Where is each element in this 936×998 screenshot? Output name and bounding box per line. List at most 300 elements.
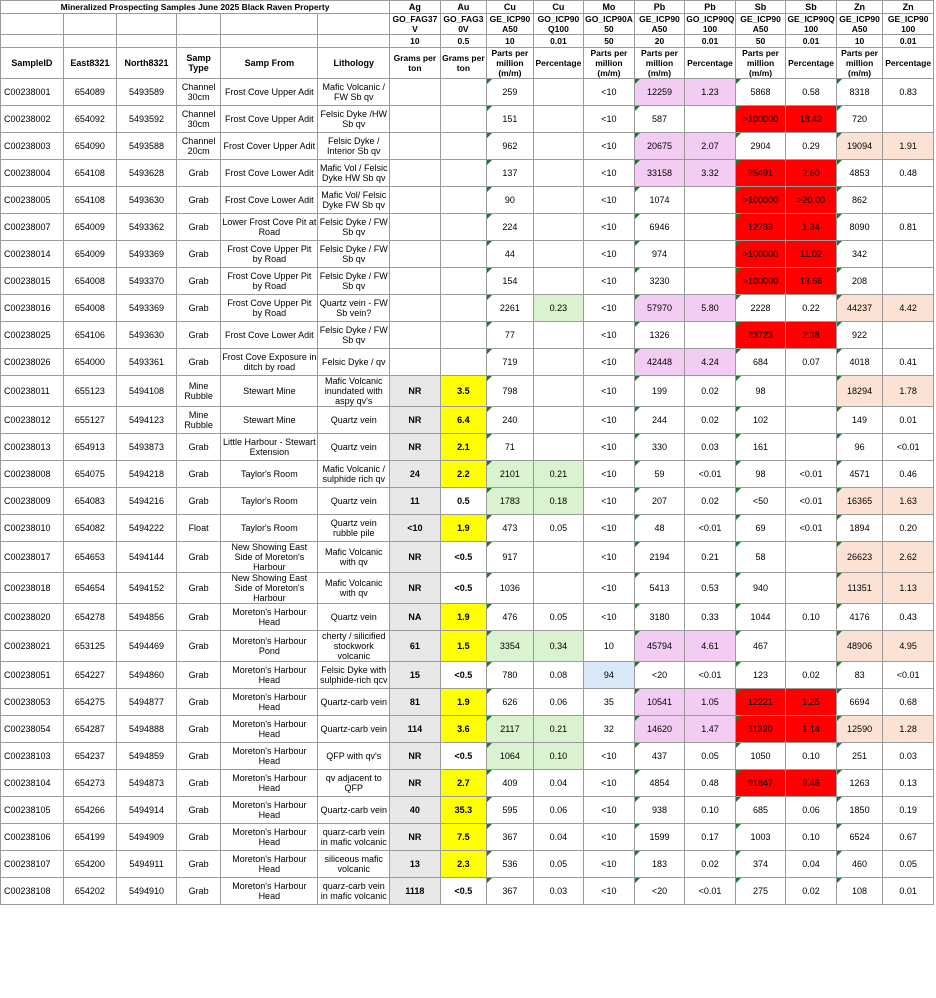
table-row bbox=[1, 241, 934, 268]
sample-id: C00238020 bbox=[1, 604, 64, 631]
assay-znp: 1.13 bbox=[883, 573, 934, 604]
assay-ag: 11 bbox=[390, 488, 441, 515]
assay-cup: 0.23 bbox=[533, 295, 584, 322]
assay-zn: 342 bbox=[836, 241, 882, 268]
easting: 654199 bbox=[63, 824, 117, 851]
assay-sb: 2228 bbox=[735, 295, 786, 322]
assay-mo: <10 bbox=[584, 542, 635, 573]
element-header: Sb bbox=[786, 1, 837, 14]
detection-limit: 10 bbox=[836, 35, 882, 48]
column-header: North8321 bbox=[117, 48, 177, 79]
assay-cu: 595 bbox=[487, 797, 533, 824]
sample-from: Stewart Mine bbox=[221, 407, 318, 434]
sample-id: C00238053 bbox=[1, 689, 64, 716]
table-row bbox=[1, 743, 934, 770]
table-row bbox=[1, 851, 934, 878]
assay-pbp: <0.01 bbox=[685, 515, 736, 542]
northing: 5493361 bbox=[117, 349, 177, 376]
assay-pb: 4854 bbox=[634, 770, 685, 797]
assay-pb: 587 bbox=[634, 106, 685, 133]
table-row bbox=[1, 268, 934, 295]
sample-id: C00238013 bbox=[1, 434, 64, 461]
assay-cup bbox=[533, 407, 584, 434]
assay-pb: 938 bbox=[634, 797, 685, 824]
lithology: Felsic Dyke / qv bbox=[318, 349, 390, 376]
sample-type: Grab bbox=[176, 214, 220, 241]
assay-pb: 437 bbox=[634, 743, 685, 770]
method-code bbox=[836, 14, 882, 35]
lithology: Quartz vein bbox=[318, 488, 390, 515]
table-row bbox=[1, 797, 934, 824]
assay-znp: 2.62 bbox=[883, 542, 934, 573]
assay-sbp: 0.07 bbox=[786, 349, 837, 376]
assay-znp: 0.68 bbox=[883, 689, 934, 716]
assay-zn: 19094 bbox=[836, 133, 882, 160]
table-row bbox=[1, 214, 934, 241]
assay-sb: >100000 bbox=[735, 268, 786, 295]
assay-cu: 71 bbox=[487, 434, 533, 461]
lithology: Felsic Dyke with sulphide-rich qcv bbox=[318, 662, 390, 689]
assay-pbp: 1.23 bbox=[685, 79, 736, 106]
assay-pbp: 0.02 bbox=[685, 851, 736, 878]
easting: 654273 bbox=[63, 770, 117, 797]
assay-znp: 0.19 bbox=[883, 797, 934, 824]
assay-sb: 98 bbox=[735, 461, 786, 488]
method-code-line1: GE_ICP90 bbox=[489, 14, 531, 24]
assay-cup bbox=[533, 106, 584, 133]
lithology: Mafic Volcanic / sulphide rich qv bbox=[318, 461, 390, 488]
northing: 5494910 bbox=[117, 878, 177, 905]
easting: 654108 bbox=[63, 160, 117, 187]
assay-sb: 102 bbox=[735, 407, 786, 434]
sample-type: Channel 30cm bbox=[176, 106, 220, 133]
assay-sb: >100000 bbox=[735, 187, 786, 214]
assay-sbp bbox=[786, 434, 837, 461]
assay-sb: >100000 bbox=[735, 241, 786, 268]
assay-mo: <10 bbox=[584, 770, 635, 797]
element-header: Pb bbox=[685, 1, 736, 14]
assay-mo: <10 bbox=[584, 322, 635, 349]
assay-sbp: 1.34 bbox=[786, 214, 837, 241]
assay-mo: <10 bbox=[584, 160, 635, 187]
sample-from: Moreton's Harbour Head bbox=[221, 878, 318, 905]
assay-znp: 4.95 bbox=[883, 631, 934, 662]
assay-pbp bbox=[685, 322, 736, 349]
lithology: Quartz-carb vein bbox=[318, 797, 390, 824]
unit-header: Parts per million (m/m) bbox=[487, 48, 533, 79]
assay-cu: 962 bbox=[487, 133, 533, 160]
assay-znp: 0.41 bbox=[883, 349, 934, 376]
table-row bbox=[1, 461, 934, 488]
assay-sbp: 13.66 bbox=[786, 268, 837, 295]
assay-sb: 91847 bbox=[735, 770, 786, 797]
sample-type: Grab bbox=[176, 824, 220, 851]
assay-zn: 83 bbox=[836, 662, 882, 689]
assay-znp: 0.81 bbox=[883, 214, 934, 241]
assay-znp bbox=[883, 322, 934, 349]
assay-sb: 467 bbox=[735, 631, 786, 662]
lithology: Mafic Volcanic / FW Sb qv bbox=[318, 79, 390, 106]
method-code-line1: GE_ICP90 bbox=[839, 14, 880, 24]
assay-sbp bbox=[786, 573, 837, 604]
easting: 654275 bbox=[63, 689, 117, 716]
easting: 654200 bbox=[63, 851, 117, 878]
assay-pb: 5413 bbox=[634, 573, 685, 604]
assay-pb: 2194 bbox=[634, 542, 685, 573]
assay-cup: 0.05 bbox=[533, 851, 584, 878]
assay-au: 2.3 bbox=[440, 851, 486, 878]
assay-ag: 13 bbox=[390, 851, 441, 878]
table-row bbox=[1, 770, 934, 797]
table-row bbox=[1, 716, 934, 743]
assay-mo: <10 bbox=[584, 268, 635, 295]
lithology: Quartz vein - FW Sb vein? bbox=[318, 295, 390, 322]
assay-cu: 3354 bbox=[487, 631, 533, 662]
sample-from: Frost Cove Upper Pit by Road bbox=[221, 295, 318, 322]
assay-mo: 94 bbox=[584, 662, 635, 689]
column-header: Samp From bbox=[221, 48, 318, 79]
assay-sb: 25491 bbox=[735, 160, 786, 187]
assay-ag bbox=[390, 106, 441, 133]
assay-zn: 4176 bbox=[836, 604, 882, 631]
easting: 654000 bbox=[63, 349, 117, 376]
northing: 5493630 bbox=[117, 187, 177, 214]
unit-header: Parts per million (m/m) bbox=[634, 48, 685, 79]
assay-sb: >100000 bbox=[735, 106, 786, 133]
assay-ag bbox=[390, 133, 441, 160]
northing: 5493369 bbox=[117, 295, 177, 322]
northing: 5493362 bbox=[117, 214, 177, 241]
table-row bbox=[1, 407, 934, 434]
blank-cell bbox=[117, 14, 177, 35]
assay-zn: 1850 bbox=[836, 797, 882, 824]
assay-zn: 4853 bbox=[836, 160, 882, 187]
assay-pb: 10541 bbox=[634, 689, 685, 716]
assay-pb: 20675 bbox=[634, 133, 685, 160]
assay-cup: 0.21 bbox=[533, 716, 584, 743]
table-row bbox=[1, 488, 934, 515]
assay-cup bbox=[533, 187, 584, 214]
blank-cell bbox=[176, 14, 220, 35]
sample-id: C00238018 bbox=[1, 573, 64, 604]
assay-znp: 1.63 bbox=[883, 488, 934, 515]
assay-sb: 940 bbox=[735, 573, 786, 604]
assay-cup bbox=[533, 133, 584, 160]
assay-cup: 0.06 bbox=[533, 797, 584, 824]
sample-type: Grab bbox=[176, 631, 220, 662]
assay-ag bbox=[390, 214, 441, 241]
assay-pb: 3230 bbox=[634, 268, 685, 295]
assay-sb: 69 bbox=[735, 515, 786, 542]
sample-from: Little Harbour - Stewart Extension bbox=[221, 434, 318, 461]
table-row bbox=[1, 878, 934, 905]
sample-from: Frost Cove Upper Pit by Road bbox=[221, 241, 318, 268]
northing: 5494888 bbox=[117, 716, 177, 743]
assay-pbp: 2.07 bbox=[685, 133, 736, 160]
assay-ag: NR bbox=[390, 573, 441, 604]
element-header: Mo bbox=[584, 1, 635, 14]
assay-au: 1.9 bbox=[440, 515, 486, 542]
column-header-row bbox=[1, 48, 934, 79]
assay-znp: 1.91 bbox=[883, 133, 934, 160]
assay-mo: <10 bbox=[584, 106, 635, 133]
assay-zn: 108 bbox=[836, 878, 882, 905]
lithology: cherty / silicified stockwork volcanic bbox=[318, 631, 390, 662]
assay-sbp bbox=[786, 542, 837, 573]
assay-au: <0.5 bbox=[440, 542, 486, 573]
easting: 654008 bbox=[63, 295, 117, 322]
assay-ag bbox=[390, 349, 441, 376]
assay-znp bbox=[883, 268, 934, 295]
assay-cup: 0.04 bbox=[533, 770, 584, 797]
blank-cell bbox=[117, 35, 177, 48]
assay-sb: 5868 bbox=[735, 79, 786, 106]
northing: 5493592 bbox=[117, 106, 177, 133]
sample-id: C00238105 bbox=[1, 797, 64, 824]
column-header: Lithology bbox=[318, 48, 390, 79]
assay-zn: 6524 bbox=[836, 824, 882, 851]
assay-sb: 11320 bbox=[735, 716, 786, 743]
assay-sbp bbox=[786, 407, 837, 434]
assay-ag: NR bbox=[390, 434, 441, 461]
method-code-line1: GO_ICP90A bbox=[585, 14, 633, 24]
assay-ag: NR bbox=[390, 824, 441, 851]
assay-mo: <10 bbox=[584, 434, 635, 461]
element-header: Cu bbox=[533, 1, 584, 14]
assay-au: 1.5 bbox=[440, 631, 486, 662]
assay-znp: 0.83 bbox=[883, 79, 934, 106]
table-row bbox=[1, 434, 934, 461]
table-row bbox=[1, 322, 934, 349]
sample-from: Moreton's Harbour Head bbox=[221, 689, 318, 716]
assay-sbp: 0.02 bbox=[786, 878, 837, 905]
assay-zn: 8090 bbox=[836, 214, 882, 241]
method-code-line1: GE_ICP90 bbox=[639, 14, 680, 24]
lithology: Mafic Volcanic inundated with aspy qv's bbox=[318, 376, 390, 407]
northing: 5494144 bbox=[117, 542, 177, 573]
assay-ag bbox=[390, 241, 441, 268]
method-code bbox=[487, 14, 533, 35]
blank-cell bbox=[221, 35, 318, 48]
sample-from: Frost Cove Upper Adit bbox=[221, 79, 318, 106]
assay-cu: 536 bbox=[487, 851, 533, 878]
assay-znp: 0.05 bbox=[883, 851, 934, 878]
easting: 654092 bbox=[63, 106, 117, 133]
assay-cup bbox=[533, 376, 584, 407]
assay-pb: 48 bbox=[634, 515, 685, 542]
assay-cup bbox=[533, 434, 584, 461]
assay-znp: <0.01 bbox=[883, 662, 934, 689]
lithology: QFP with qv's bbox=[318, 743, 390, 770]
assay-pbp: 0.02 bbox=[685, 488, 736, 515]
lithology: quarz-carb vein in mafic volcanic bbox=[318, 878, 390, 905]
blank-cell bbox=[1, 35, 64, 48]
assay-pb: 207 bbox=[634, 488, 685, 515]
lithology: Quartz vein bbox=[318, 604, 390, 631]
sample-type: Grab bbox=[176, 160, 220, 187]
element-header: Ag bbox=[390, 1, 441, 14]
assay-pb: 183 bbox=[634, 851, 685, 878]
lithology: Quartz-carb vein bbox=[318, 716, 390, 743]
sample-from: Frost Cove Upper Adit bbox=[221, 106, 318, 133]
assay-cu: 240 bbox=[487, 407, 533, 434]
easting: 654008 bbox=[63, 268, 117, 295]
unit-header: Grams per ton bbox=[440, 48, 486, 79]
assay-au: 35.3 bbox=[440, 797, 486, 824]
assay-cup: 0.08 bbox=[533, 662, 584, 689]
assay-sb: 1050 bbox=[735, 743, 786, 770]
easting: 654266 bbox=[63, 797, 117, 824]
assay-mo: <10 bbox=[584, 133, 635, 160]
assay-au: 2.2 bbox=[440, 461, 486, 488]
sample-type: Grab bbox=[176, 604, 220, 631]
sample-from: Frost Cove Lower Adit bbox=[221, 322, 318, 349]
assay-mo: <10 bbox=[584, 376, 635, 407]
assay-pb: 330 bbox=[634, 434, 685, 461]
sample-id: C00238011 bbox=[1, 376, 64, 407]
sample-type: Grab bbox=[176, 689, 220, 716]
lithology: Quartz vein bbox=[318, 434, 390, 461]
table-row bbox=[1, 376, 934, 407]
assay-pbp: 5.80 bbox=[685, 295, 736, 322]
assay-ag: NR bbox=[390, 770, 441, 797]
assay-pbp: 0.02 bbox=[685, 376, 736, 407]
sample-type: Grab bbox=[176, 573, 220, 604]
assay-ag: 1118 bbox=[390, 878, 441, 905]
easting: 654237 bbox=[63, 743, 117, 770]
assay-sbp: <0.01 bbox=[786, 488, 837, 515]
sample-type: Grab bbox=[176, 662, 220, 689]
assay-sb: 1044 bbox=[735, 604, 786, 631]
sample-id: C00238026 bbox=[1, 349, 64, 376]
assay-au bbox=[440, 160, 486, 187]
sample-from: Stewart Mine bbox=[221, 376, 318, 407]
northing: 5494873 bbox=[117, 770, 177, 797]
sample-id: C00238107 bbox=[1, 851, 64, 878]
assay-znp: 1.28 bbox=[883, 716, 934, 743]
assay-cup bbox=[533, 573, 584, 604]
assay-pbp: 0.03 bbox=[685, 434, 736, 461]
assay-ag: <10 bbox=[390, 515, 441, 542]
assay-sbp: <0.01 bbox=[786, 461, 837, 488]
assay-cu: 473 bbox=[487, 515, 533, 542]
assay-sb: 12221 bbox=[735, 689, 786, 716]
assay-cu: 476 bbox=[487, 604, 533, 631]
assay-cu: 780 bbox=[487, 662, 533, 689]
method-code bbox=[634, 14, 685, 35]
northing: 5493370 bbox=[117, 268, 177, 295]
assay-cu: 224 bbox=[487, 214, 533, 241]
sample-id: C00238017 bbox=[1, 542, 64, 573]
assay-zn: 460 bbox=[836, 851, 882, 878]
assay-zn: 48906 bbox=[836, 631, 882, 662]
page-title: Mineralized Prospecting Samples June 2025 Black Raven Property bbox=[1, 1, 390, 14]
assay-pb: <20 bbox=[634, 662, 685, 689]
assay-sb: 161 bbox=[735, 434, 786, 461]
northing: 5494860 bbox=[117, 662, 177, 689]
blank-cell bbox=[63, 35, 117, 48]
assay-mo: <10 bbox=[584, 851, 635, 878]
easting: 654009 bbox=[63, 214, 117, 241]
table-row bbox=[1, 79, 934, 106]
sample-type: Channel 20cm bbox=[176, 133, 220, 160]
assay-znp: 4.42 bbox=[883, 295, 934, 322]
assay-pbp: 0.17 bbox=[685, 824, 736, 851]
assay-pbp bbox=[685, 214, 736, 241]
northing: 5494108 bbox=[117, 376, 177, 407]
lithology: Mafic Volcanic with qv bbox=[318, 573, 390, 604]
assay-ag: 40 bbox=[390, 797, 441, 824]
assay-znp: 0.46 bbox=[883, 461, 934, 488]
lithology: Felsic Dyke / FW Sb qv bbox=[318, 214, 390, 241]
northing: 5494469 bbox=[117, 631, 177, 662]
assay-mo: <10 bbox=[584, 79, 635, 106]
method-code-line1: GO_ICP90Q bbox=[686, 14, 735, 24]
assay-pbp bbox=[685, 241, 736, 268]
sample-from: Moreton's Harbour Head bbox=[221, 716, 318, 743]
assay-ag bbox=[390, 160, 441, 187]
sample-id: C00238106 bbox=[1, 824, 64, 851]
sample-from: Frost Cove Lower Adit bbox=[221, 187, 318, 214]
detection-limit: 0.01 bbox=[883, 35, 934, 48]
sample-id: C00238021 bbox=[1, 631, 64, 662]
easting: 654278 bbox=[63, 604, 117, 631]
assay-cup bbox=[533, 349, 584, 376]
assay-zn: 4571 bbox=[836, 461, 882, 488]
assay-znp: 0.01 bbox=[883, 878, 934, 905]
assay-cu: 409 bbox=[487, 770, 533, 797]
sample-type: Channel 30cm bbox=[176, 79, 220, 106]
assay-sbp: 0.58 bbox=[786, 79, 837, 106]
assay-cu: 2101 bbox=[487, 461, 533, 488]
assay-cu: 2261 bbox=[487, 295, 533, 322]
easting: 654108 bbox=[63, 187, 117, 214]
lithology: Felsic Dyke / FW Sb qv bbox=[318, 322, 390, 349]
assay-cu: 77 bbox=[487, 322, 533, 349]
assay-cup: 0.06 bbox=[533, 689, 584, 716]
assay-pbp: 3.32 bbox=[685, 160, 736, 187]
table-row bbox=[1, 106, 934, 133]
assay-cu: 154 bbox=[487, 268, 533, 295]
assay-sbp: 11.02 bbox=[786, 241, 837, 268]
detection-limit: 10 bbox=[390, 35, 441, 48]
assay-pb: 244 bbox=[634, 407, 685, 434]
method-code bbox=[685, 14, 736, 35]
detection-limit: 0.5 bbox=[440, 35, 486, 48]
assay-pb: 33158 bbox=[634, 160, 685, 187]
blank-cell bbox=[318, 35, 390, 48]
assay-zn: 44237 bbox=[836, 295, 882, 322]
sample-id: C00238007 bbox=[1, 214, 64, 241]
assay-au bbox=[440, 241, 486, 268]
sample-from: Moreton's Harbour Pond bbox=[221, 631, 318, 662]
assay-ag: NR bbox=[390, 376, 441, 407]
method-code-line2: V bbox=[412, 24, 418, 34]
sample-type: Grab bbox=[176, 542, 220, 573]
easting: 653125 bbox=[63, 631, 117, 662]
assay-pbp: 0.05 bbox=[685, 743, 736, 770]
assay-cup bbox=[533, 214, 584, 241]
detection-limit-row bbox=[1, 35, 934, 48]
assay-sbp bbox=[786, 376, 837, 407]
assay-pb: 59 bbox=[634, 461, 685, 488]
assay-au bbox=[440, 322, 486, 349]
assay-au bbox=[440, 106, 486, 133]
assay-ag: 114 bbox=[390, 716, 441, 743]
unit-header: Percentage bbox=[533, 48, 584, 79]
assay-pb: 199 bbox=[634, 376, 685, 407]
table-row bbox=[1, 573, 934, 604]
